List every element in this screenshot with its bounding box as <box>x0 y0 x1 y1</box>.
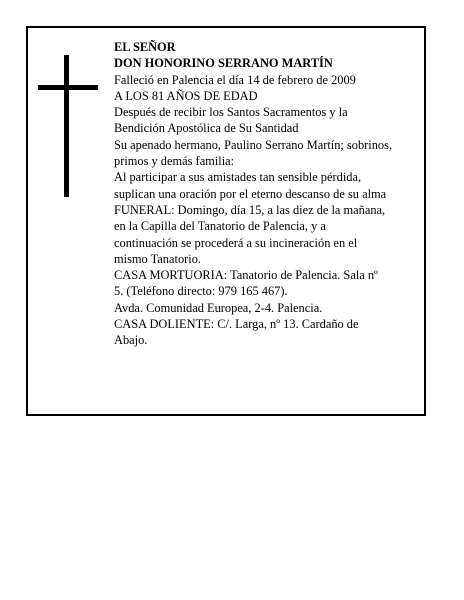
mourning-house-line-1: CASA DOLIENTE: C/. Larga, nº 13. Cardaño de <box>114 317 359 332</box>
mortuary-line-1: CASA MORTUORIA: Tanatorio de Palencia. Sala nº <box>114 268 378 283</box>
obituary-text <box>114 39 424 349</box>
family-line-2: primos y demás familia: <box>114 154 235 169</box>
sacraments-line-1: Después de recibir los Santos Sacramentos y la <box>114 105 348 120</box>
funeral-line-2: en la Capilla del Tanatorio de Palencia, y a <box>114 219 326 234</box>
notice-heading-title: EL SEÑOR <box>114 40 176 54</box>
deceased-name: DON HONORINO SERRANO MARTÍN <box>114 56 333 71</box>
mourning-house-line-2: Abajo. <box>114 333 148 348</box>
age-line: A LOS 81 AÑOS DE EDAD <box>114 88 258 103</box>
funeral-line-1: FUNERAL: Domingo, día 15, a las diez de la mañana, <box>114 202 386 217</box>
death-date-line: Falleció en Palencia el día 14 de febrero de 2009 <box>114 72 356 87</box>
family-line-1: Su apenado hermano, Paulino Serrano Martín; sobrinos, <box>114 137 393 152</box>
funeral-line-3: continuación se procederá a su incineración en el <box>114 235 358 250</box>
announcement-line-2: suplican una oración por el eterno descanso de su alma <box>114 186 387 201</box>
announcement-line-1: Al participar a sus amistades tan sensible pérdida, <box>114 170 362 185</box>
funeral-line-4: mismo Tanatorio. <box>114 251 202 266</box>
sacraments-line-2: Bendición Apostólica de Su Santidad <box>114 121 299 136</box>
mortuary-line-2: 5. (Teléfono directo: 979 165 467). <box>114 284 288 299</box>
cross-vertical-bar <box>64 55 69 197</box>
cross-icon <box>38 55 98 197</box>
cross-horizontal-bar <box>38 85 98 90</box>
mortuary-address-line: Avda. Comunidad Europea, 2-4. Palencia. <box>114 300 323 315</box>
